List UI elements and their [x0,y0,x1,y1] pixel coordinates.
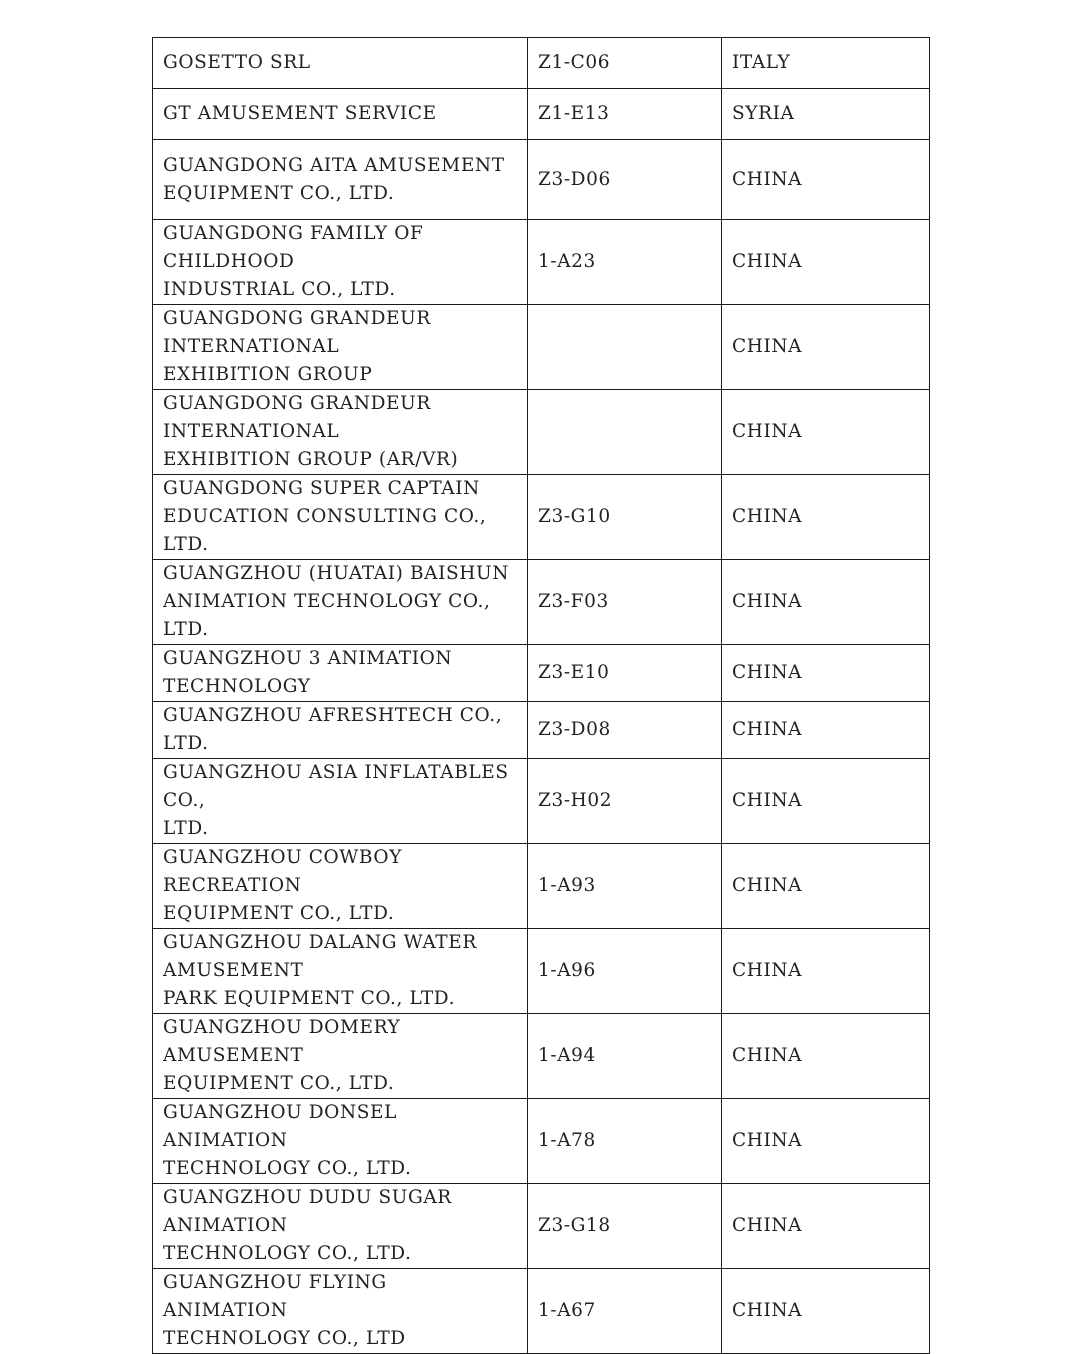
country-cell: CHINA [722,560,930,645]
country-cell: CHINA [722,390,930,475]
booth-number-cell: Z1-E13 [528,89,722,140]
booth-number-cell: Z3-F03 [528,560,722,645]
booth-number-cell: Z3-G10 [528,475,722,560]
exhibitor-table-body [153,38,930,1354]
booth-number-cell: 1-A23 [528,220,722,305]
country-cell: CHINA [722,645,930,702]
table-row [153,702,930,759]
country-cell: CHINA [722,702,930,759]
country-cell: CHINA [722,220,930,305]
company-name-cell: GOSETTO SRL [153,38,528,89]
country-cell: SYRIA [722,89,930,140]
country-cell: CHINA [722,1099,930,1184]
table-row [153,1099,930,1184]
company-name-cell: GUANGZHOU 3 ANIMATION TECHNOLOGY [153,645,528,702]
country-cell: CHINA [722,1014,930,1099]
booth-number-cell: 1-A93 [528,844,722,929]
company-name-cell: GUANGZHOU AFRESHTECH CO., LTD. [153,702,528,759]
company-name-cell: GUANGDONG SUPER CAPTAIN EDUCATION CONSULTING CO., LTD. [153,475,528,560]
company-name-cell: GUANGZHOU DONSEL ANIMATION TECHNOLOGY CO., LTD. [153,1099,528,1184]
company-name-cell: GT AMUSEMENT SERVICE [153,89,528,140]
table-row [153,1184,930,1269]
table-row [153,305,930,390]
company-name-cell: GUANGZHOU (HUATAI) BAISHUN ANIMATION TECHNOLOGY CO., LTD. [153,560,528,645]
booth-number-cell [528,305,722,390]
table-row [153,220,930,305]
table-row [153,560,930,645]
table-row [153,759,930,844]
company-name-cell: GUANGZHOU FLYING ANIMATION TECHNOLOGY CO., LTD [153,1269,528,1354]
table-row [153,844,930,929]
booth-number-cell: Z3-D08 [528,702,722,759]
company-name-cell: GUANGZHOU DOMERY AMUSEMENT EQUIPMENT CO., LTD. [153,1014,528,1099]
company-name-cell: GUANGDONG GRANDEUR INTERNATIONAL EXHIBITION GROUP (AR/VR) [153,390,528,475]
booth-number-cell: 1-A78 [528,1099,722,1184]
booth-number-cell: 1-A67 [528,1269,722,1354]
table-row [153,475,930,560]
table-row [153,645,930,702]
table-row [153,1014,930,1099]
company-name-cell: GUANGZHOU COWBOY RECREATION EQUIPMENT CO., LTD. [153,844,528,929]
country-cell: ITALY [722,38,930,89]
country-cell: CHINA [722,1184,930,1269]
country-cell: CHINA [722,844,930,929]
country-cell: CHINA [722,305,930,390]
booth-number-cell [528,390,722,475]
table-row [153,390,930,475]
booth-number-cell: Z3-D06 [528,140,722,220]
country-cell: CHINA [722,929,930,1014]
booth-number-cell: Z3-G18 [528,1184,722,1269]
table-row [153,89,930,140]
exhibitor-table [152,37,930,1354]
table-row [153,38,930,89]
country-cell: CHINA [722,759,930,844]
company-name-cell: GUANGZHOU ASIA INFLATABLES CO., LTD. [153,759,528,844]
country-cell: CHINA [722,1269,930,1354]
table-row [153,1269,930,1354]
table-row [153,140,930,220]
country-cell: CHINA [722,140,930,220]
company-name-cell: GUANGDONG AITA AMUSEMENT EQUIPMENT CO., LTD. [153,140,528,220]
country-cell: CHINA [722,475,930,560]
booth-number-cell: Z3-H02 [528,759,722,844]
booth-number-cell: 1-A94 [528,1014,722,1099]
booth-number-cell: 1-A96 [528,929,722,1014]
company-name-cell: GUANGDONG FAMILY OF CHILDHOOD INDUSTRIAL CO., LTD. [153,220,528,305]
company-name-cell: GUANGDONG GRANDEUR INTERNATIONAL EXHIBITION GROUP [153,305,528,390]
booth-number-cell: Z3-E10 [528,645,722,702]
booth-number-cell: Z1-C06 [528,38,722,89]
table-row [153,929,930,1014]
company-name-cell: GUANGZHOU DUDU SUGAR ANIMATION TECHNOLOGY CO., LTD. [153,1184,528,1269]
company-name-cell: GUANGZHOU DALANG WATER AMUSEMENT PARK EQUIPMENT CO., LTD. [153,929,528,1014]
